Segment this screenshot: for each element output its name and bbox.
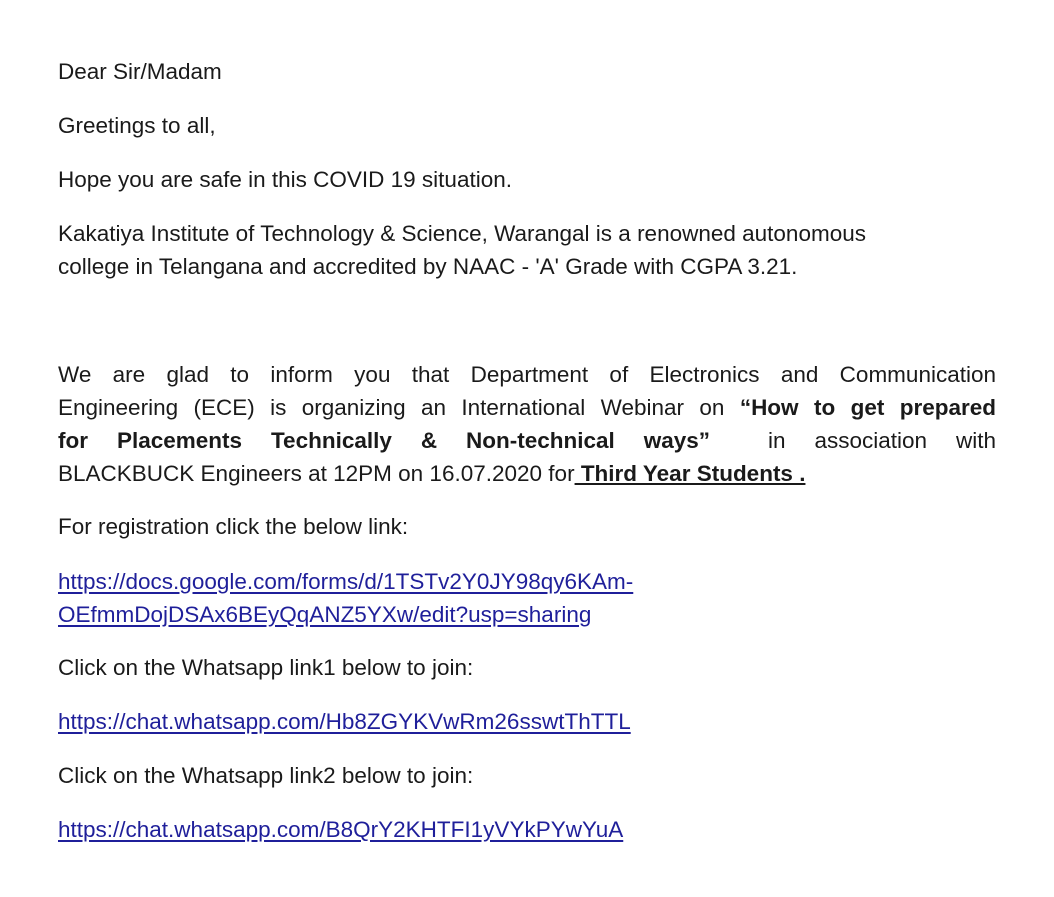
registration-link-line-1[interactable]: https://docs.google.com/forms/d/1TSTv2Y0JY98qy6KAm- [58, 569, 634, 594]
audience-label: Third Year Students . [574, 461, 806, 486]
announcement-line-1: We are glad to inform you that Department of Electronics and Communication [58, 362, 996, 387]
greeting: Greetings to all, [58, 113, 216, 138]
webinar-title-part-1: “How to get prepared [739, 395, 996, 420]
announcement-line-3 [58, 424, 996, 457]
whatsapp1-prompt: Click on the Whatsapp link1 below to join: [58, 655, 474, 680]
wish-line: Hope you are safe in this COVID 19 situation. [58, 167, 512, 192]
intro-line-2: college in Telangana and accredited by NAAC - 'A' Grade with CGPA 3.21. [58, 254, 798, 279]
intro-paragraph [58, 217, 996, 283]
intro-line-1: Kakatiya Institute of Technology & Science, Warangal is a renowned autonomous [58, 221, 866, 246]
announcement-line-4-text: BLACKBUCK Engineers at 12PM on 16.07.2020 for [58, 461, 575, 486]
whatsapp2-prompt: Click on the Whatsapp link2 below to join: [58, 763, 474, 788]
registration-link-line-2[interactable]: OEfmmDojDSAx6BEyQqANZ5YXw/edit?usp=sharing [58, 602, 592, 627]
webinar-title-part-2: for Placements Technically & Non-technical ways” [58, 428, 711, 453]
registration-prompt: For registration click the below link: [58, 514, 409, 539]
announcement-paragraph [58, 358, 996, 490]
announcement-line-2-text: Engineering (ECE) is organizing an International Webinar on [58, 395, 740, 420]
registration-link[interactable] [58, 565, 996, 631]
whatsapp2-link-wrap [58, 813, 996, 846]
announcement-line-2 [58, 391, 996, 424]
salutation: Dear Sir/Madam [58, 59, 222, 84]
announcement-line-4 [58, 457, 996, 490]
whatsapp2-link[interactable]: https://chat.whatsapp.com/B8QrY2KHTFI1yVYkPYwYuA [58, 817, 624, 842]
whatsapp1-link-wrap [58, 705, 996, 738]
whatsapp1-link[interactable]: https://chat.whatsapp.com/Hb8ZGYKVwRm26sswtThTTL [58, 709, 631, 734]
announcement-line-3-text: in association with [710, 428, 996, 453]
